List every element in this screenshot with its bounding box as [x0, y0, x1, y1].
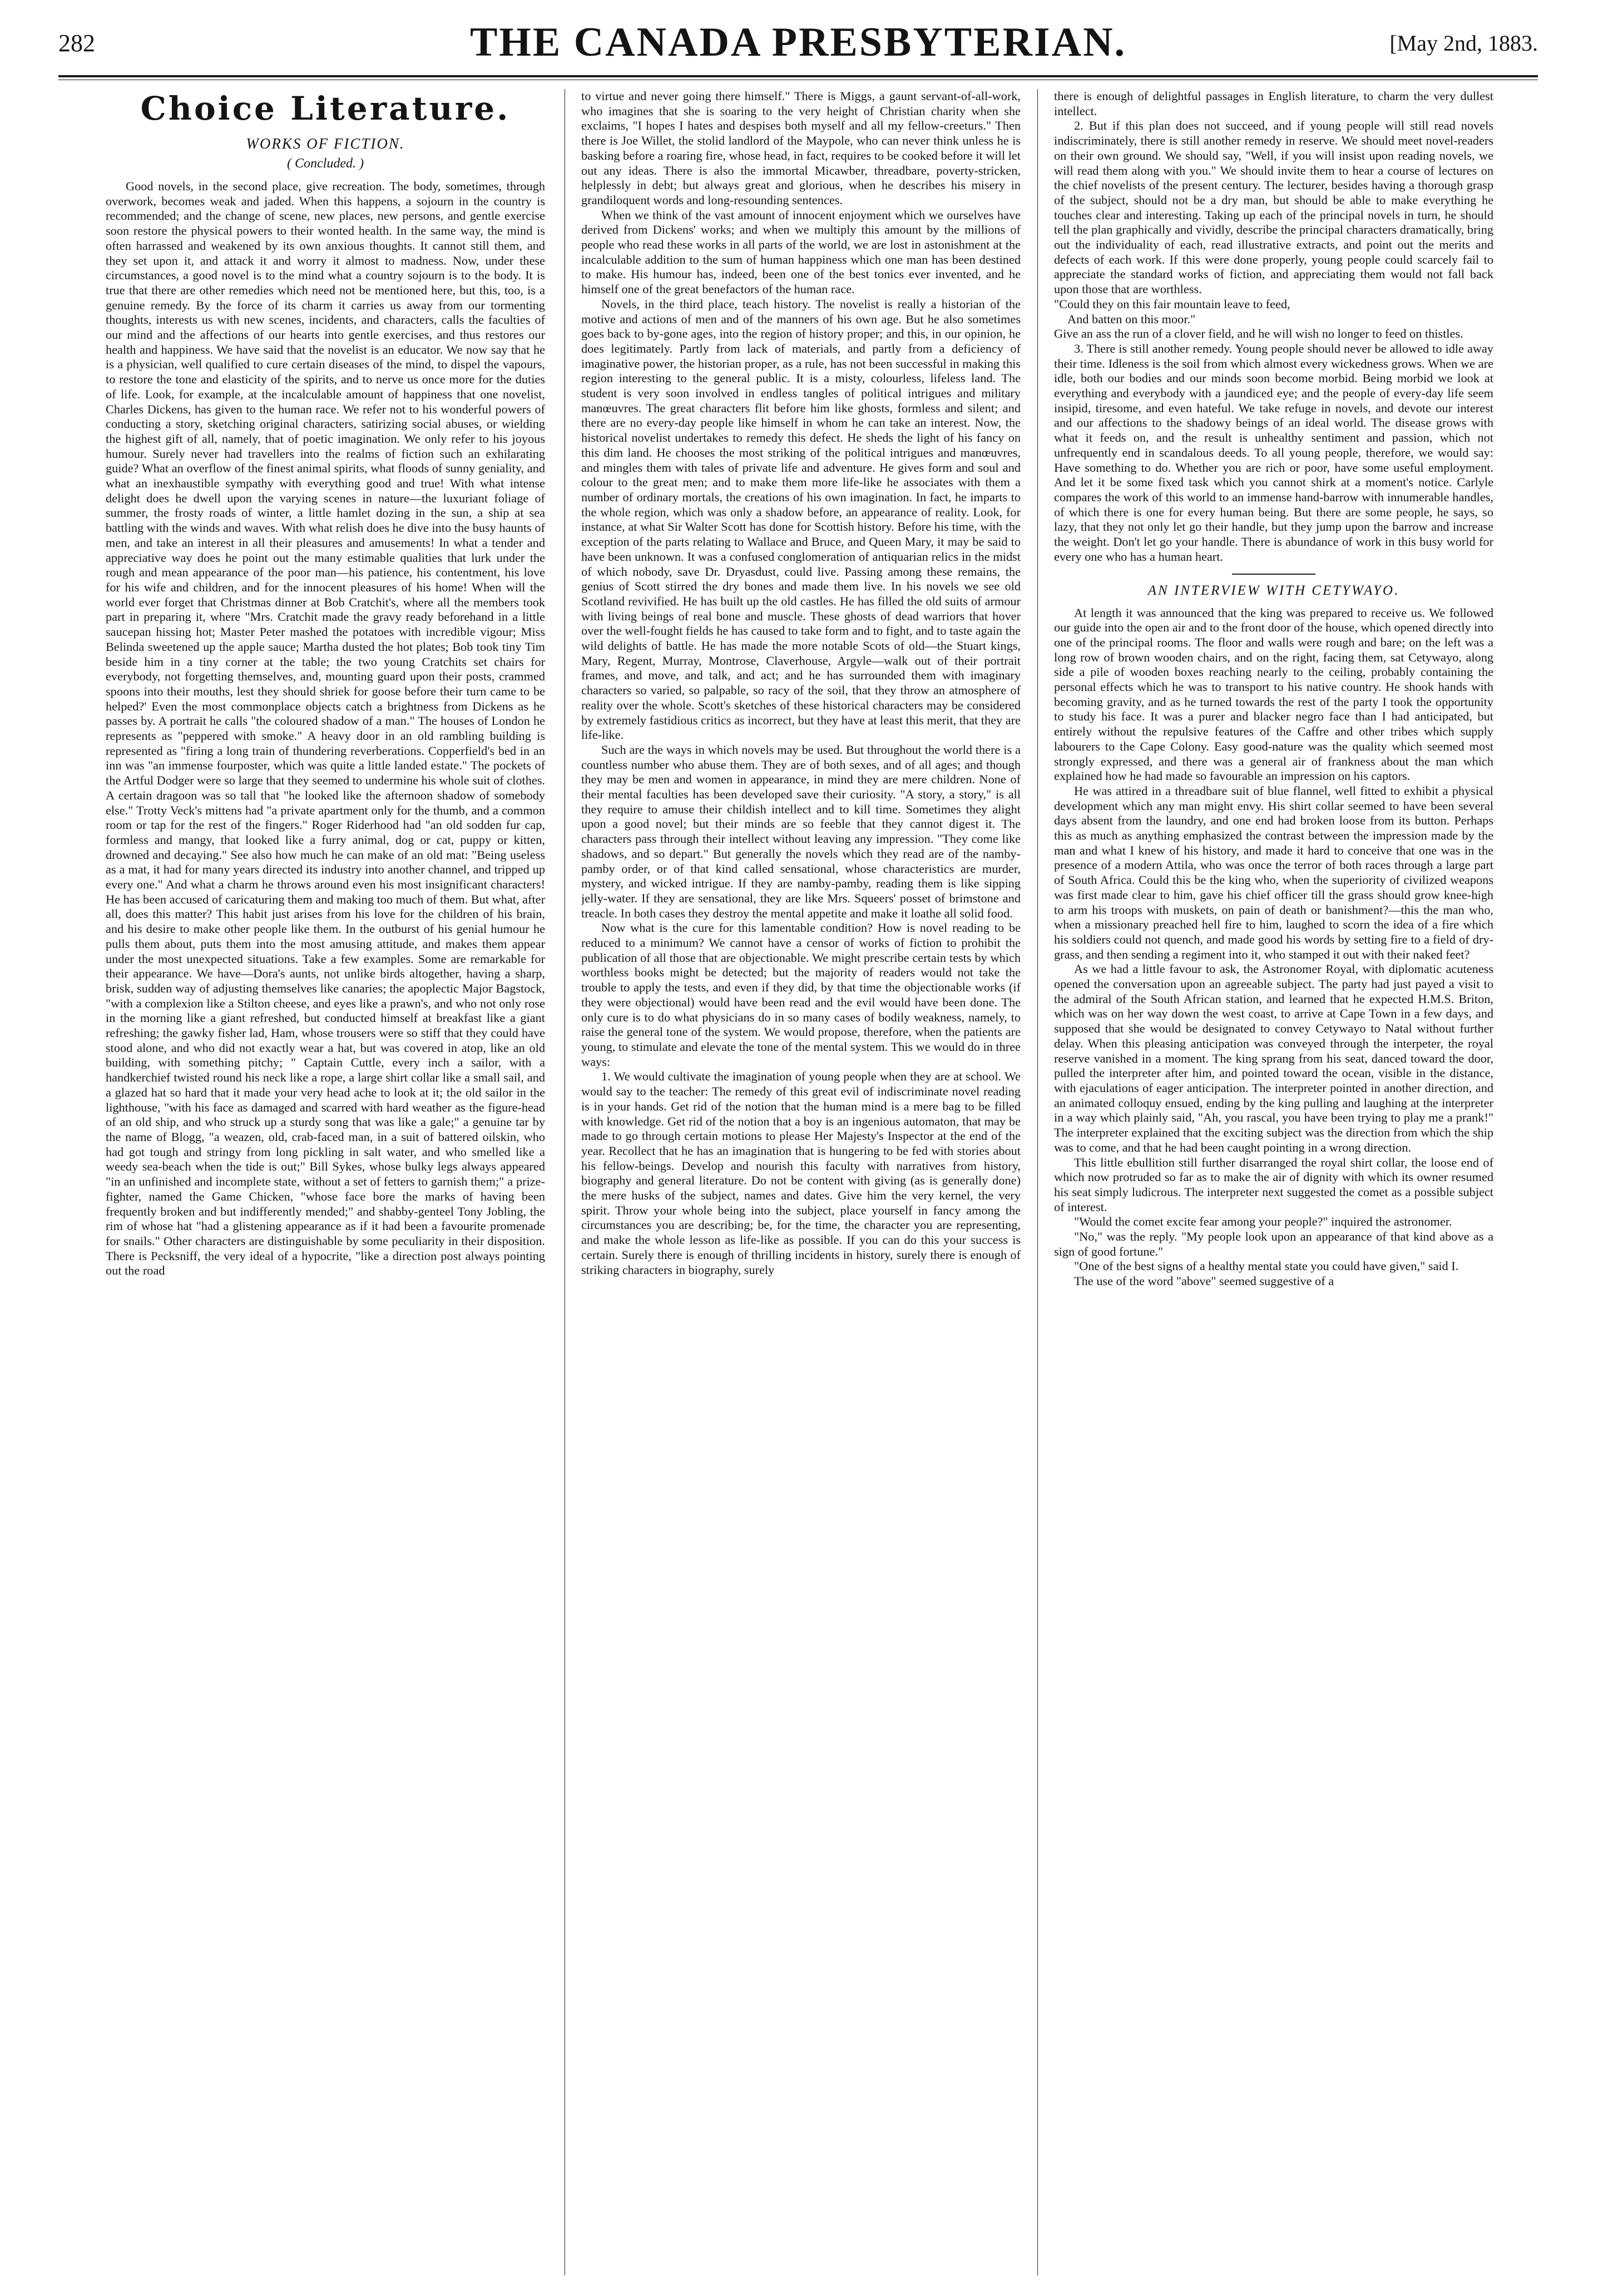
paragraph: Give an ass the run of a clover field, and he will wish no longer to feed on thistles.	[1054, 327, 1463, 341]
paragraph: there is enough of delightful passages in English literature, to charm the very dullest intellect.	[1054, 89, 1493, 118]
paragraph: "Would the comet excite fear among your people?" inquired the astronomer.	[1074, 1214, 1452, 1229]
paragraph: The use of the word "above" seemed suggestive of a	[1074, 1274, 1334, 1288]
page-number: 282	[58, 29, 95, 57]
article-subtitle: ( Concluded. )	[287, 156, 364, 171]
verse-line: And batten on this moor."	[1067, 312, 1196, 326]
column-3	[1054, 89, 1493, 2275]
paragraph: When we think of the vast amount of innocent enjoyment which we ourselves have derived from Dickens' works; and when we multiply this amount by the millions of people who read these works in all parts of the world, we are lost in astonishment at the incalculable addition to the sum of human happiness which one man has been destined to make. His humour has, indeed, been one of the best tonics ever invented, and he himself one of the great benefactors of the human race.	[581, 208, 1021, 297]
paragraph: Such are the ways in which novels may be used. But throughout the world there is a countless number who abuse them. They are of both sexes, and of all ages; and though they may be men and women in appearance, in mind they are mere children. None of their mental faculties has been developed save their curiosity. "A story, a story," is all they require to amuse their childish intellect and to kill time. Sometimes they alight upon a good novel; but their minds are so feeble that they cannot digest it. The characters pass through their intellect without leaving any impression. "They come like shadows, and so depart." But generally the novels which they read are of the namby-pamby order, or of that kind called sensational, whose characteristics are murder, mystery, and wicked intrigue. If they are namby-pamby, reading them is like sipping jelly-water. If they are sensational, they are like Mrs. Squeers' posset of brimstone and treacle. In both cases they destroy the mental appetite and make it loathe all solid food.	[581, 742, 1021, 920]
paragraph: As we had a little favour to ask, the Astronomer Royal, with diplomatic acuteness opened the conversation upon an agreeable subject. The party had just payed a visit to the admiral of the South African station, and learned that he expected H.M.S. Briton, which was on her way down the west coast, to arrive at Cape Town in a few days, and supposed that she would be designated to convey Cetywayo to Natal without further delay. When this pleasing anticipation was conveyed through the interpeter, the royal reserve vanished in a moment. The king sprang from his seat, danced toward the door, pulled the interpreter after him, and pointed toward the ocean, visible in the distance, with ejaculations of eager anticipation. The interpreter pointed in another direction, and an animated colloquy ensued, ending by the king pulling and laughing at the interpreter in a way which plainly said, "Ah, you rascal, you have been trying to play me a prank!" The interpreter explained that the exciting subject was the direction from which the ship was to come, and that he had been caught pointing in a wrong direction.	[1054, 962, 1493, 1154]
column-1	[106, 89, 545, 2275]
paragraph: He was attired in a threadbare suit of blue flannel, well fitted to exhibit a physical development which any man might envy. His shirt collar seemed to have been several days absent from the laundry, and one end had broken loose from its button. Perhaps this as much as anything emphasized the contrast between the impression made by the man and what I knew of his history, and made it hard to conceive that one was in the presence of a modern Attila, who was once the terror of both races through a large part of South Africa. Could this be the king who, when the superiority of civilized weapons was first made clear to him, gave his chief officer till the grass should grow knee-high to arm his troops with muskets, on pain of death or banishment?—this the man who, when a missionary preached hell fire to him, laughed to scorn the idea of a fire which his soldiers could not quench, and made good his words by setting fire to a field of dry-grass, and then sending a regiment into it, who stamped it out with their naked feet?	[1054, 783, 1493, 961]
column-rule	[1037, 89, 1038, 2275]
paragraph: Novels, in the third place, teach history. The novelist is really a historian of the motive and actions of men and of the manners of his own age. But he also sometimes goes back to by-gone ages, into the region of history proper; and this, in our opinion, he does legitimately. Partly from lack of materials, and partly from a deficiency of imaginative power, the historian proper, as a rule, has not been successful in making this region interesting to the general public. It is a misty, colourless, lifeless land. The student is very soon involved in endless tangles of political intrigues and military manœuvres. The great characters flit before him like ghosts, formless and silent; and there are no every-day people like himself in whom he can take an interest. Now, the historical novelist undertakes to remedy this defect. He sheds the light of his fancy on this dim land. He chooses the most striking of the political intrigues and manœuvres, and mingles them with tales of private life and adventure. He gives form and soul and colour to the great men; and to make them more life-like he associates with them a number of ordinary mortals, the creations of his own imagination. In fact, he imparts to the whole region, which was only a shadow before, an appearance of reality. Look, for instance, at what Sir Walter Scott has done for Scottish history. Before his time, with the exception of the parts relating to Wallace and Bruce, and Queen Mary, it may be said to have been unknown. It was a confused conglomeration of antiquarian relics in the midst of which nobody, save Dr. Dryasdust, could live. Passing among these remains, the genius of Scott stirred the dry bones and made them live. In his novels we see old Scotland revivified. He has built up the old castles. He has filled the old suits of armour with living beings of real bone and muscle. These ghosts of dead warriors that hover over the well-fought fields he has caused to take form and to fight, and to taste again the wild delights of battle. He has made the more notable Scots of old—the Stuart kings, Mary, Regent, Murray, Montrose, Claverhouse, Argyle—walk out of their portrait frames, and move, and talk, and act; and he has surrounded them with imaginary characters so varied, so palpable, so racy of the soil, that they throw an atmosphere of reality over the whole. Scott's sketches of these historical characters may be considered by extremely fastidious critics as incorrect, but they have at least this merit, that they are life-like.	[581, 297, 1021, 742]
article-divider	[1232, 574, 1315, 575]
paragraph: At length it was announced that the king was prepared to receive us. We followed our guide into the open air and to the front door of the house, which opened directly into one of the principal rooms. The floor and walls were rough and bare; on the left was a long row of brown wooden chairs, and on the right, facing them, sat Cetywayo, along side a pile of wooden boxes reaching nearly to the ceiling, probably containing the personal effects which he was to transport to his native country. He shook hands with becoming gravity, and as he turned towards the rest of the party I took the opportunity to study his face. It was a purer and blacker negro face than I had anticipated, but entirely without the repulsive features of the Caffre and other tribes which supply labourers to the Cape Colony. Easy good-nature was the quality which seemed most strongly expressed, and there was a general air of frankness about the man which explained how he had made so favourable an impression on his captors.	[1054, 605, 1493, 783]
paragraph: "No," was the reply. "My people look upon an appearance of that kind above as a sign of good fortune."	[1054, 1230, 1493, 1258]
article-title: AN INTERVIEW WITH CETYWAYO.	[1147, 582, 1400, 598]
paragraph: "One of the best signs of a healthy mental state you could have given," said I.	[1074, 1259, 1459, 1273]
article-title: WORKS OF FICTION.	[246, 135, 405, 152]
journal-title: THE CANADA PRESBYTERIAN.	[469, 19, 1127, 65]
masthead	[58, 12, 1538, 73]
paragraph: Now what is the cure for this lamentable condition? How is novel reading to be reduced to a minimum? We cannot have a censor of works of fiction to prohibit the publication of all those that are objectionable. We might prescribe certain tests by which worthless books might be detected; but the majority of readers would not take the trouble to apply the tests, and even if they did, by that time the objectionable works (if they were objectional) would have been read and the evil would have been done. The only cure is to do what physicians do in so many cases of bodily weakness, namely, to raise the general tone of the system. We would propose, therefore, when the patients are young, to stimulate and elevate the tone of the mental system. This we would do in three ways:	[581, 921, 1021, 1069]
paragraph: 2. But if this plan does not succeed, and if young people will still read novels indiscriminately, there is still another remedy in reserve. We should meet novel-readers on their own ground. We should say, "Well, if you will insist upon reading novels, we will read them along with you." We should invite them to hear a course of lectures on the chief novelists of the present century. The lecturer, besides having a thorough grasp of the subject, should not be a dry man, but should be able to make everything he touches clear and interesting. Taking up each of the principal novels in turn, he should tell the plan graphically and vividly, describe the principal characters dramatically, bring out the individuality of each, read illustrative extracts, and point out the merits and defects of each work. If this were done properly, young people could scarcely fail to appreciate the standard works of fiction, and appreciating them would not fall back upon those that are worthless.	[1054, 118, 1493, 297]
paragraph: This little ebullition still further disarranged the royal shirt collar, the loose end of which now protruded so far as to make the air of dignity with which its owner resumed his seat simply ludicrous. The interpreter next suggested the comet as a possible subject of interest.	[1054, 1155, 1493, 1214]
verse-quote	[1054, 297, 1493, 327]
issue-date: [May 2nd, 1883.	[1389, 31, 1538, 56]
section-heading: Choice Literature.	[140, 90, 511, 127]
paragraph: 3. There is still another remedy. Young people should never be allowed to idle away their time. Idleness is the soil from which almost every wickedness grows. When we are idle, both our bodies and our minds soon become morbid. Being morbid we look at everything and everybody with a jaundiced eye; and the people of every-day life seem insipid, tiresome, and even hateful. We take refuge in novels, and devote our interest and our affections to the shadowy beings of an ideal world. The disease grows with what it feeds on, and the result is unhealthy sentiment and passion, which not unfrequently end in scandalous deeds. To all young people, therefore, we would say: Have something to do. Whether you are rich or poor, have some useful employment. And let it be some fixed task which you cannot shirk at a moment's notice. Carlyle compares the work of this world to an immense hand-barrow with innumerable handles, of which there is one for every human being. But there are some people, he says, so lazy, that they not only let go their handle, but they jump upon the barrow and increase the weight. Don't let go your handle. There is abundance of work in this busy world for every one who has a human heart.	[1054, 341, 1493, 564]
paragraph: to virtue and never going there himself." There is Miggs, a gaunt servant-of-all-work, who imagines that she is soaring to the very height of Christian charity when she exclaims, "I hopes I hates and despises both myself and all my fellow-creeturs." Then there is Joe Willet, the stolid landlord of the Maypole, who can never think unless he is basking before a roaring fire, whose head, in fact, requires to be cooked before it will let out any ideas. There is also the immortal Micawber, threadbare, poverty-stricken, helplessly in debt; but always great and glorious, when he describes his misery in grandiloquent words and long-resounding sentences.	[581, 89, 1021, 207]
column-2	[581, 89, 1021, 2275]
paragraph: Good novels, in the second place, give recreation. The body, sometimes, through overwork, becomes weak and jaded. When this happens, a sojourn in the country is recommended; and the change of scene, new places, new persons, and gentle exercise soon restore the physical powers to their wonted health. In the same way, the mind is often harrassed and weakened by its own anxious thoughts. It cannot still them, and they set upon it, and attack it and worry it almost to madness. Now, under these circumstances, a good novel is to the mind what a country sojourn is to the body. It is true that there are other remedies which need not be mentioned here, but this, too, is a genuine remedy. By the force of its charm it carries us away from our tormenting thoughts, interests us with new scenes, incidents, and characters, calls the faculties of our mind and the affections of our hearts into gentle exercises, and thus restores our health and happiness. We have said that the novelist is an educator. We now say that he is a physician, well qualified to cure certain diseases of the mind, to dispel the vapours, to restore the tone and elasticity of the spirits, and to nerve us once more for the duties of life. Look, for example, at the incalculable amount of happiness that one novelist, Charles Dickens, has given to the human race. We refer not to his wonderful powers of conducting a story, sketching original characters, satirizing social abuses, or wielding the highest gift of all, namely, that of poetic imagination. We only refer to his joyous humour. Surely never had travellers into the realms of fiction such an exhilarating guide? What an overflow of the finest animal spirits, what floods of sunny geniality, and what an inexhaustible sympathy with everything good and true! With what intense delight does he dwell upon the varying scenes in nature—the luxuriant foliage of summer, the frosty roads of winter, a little hamlet dozing in the sun, a ship at sea battling with the winds and waves. With what relish does he dive into the busy haunts of men, and take an interest in all their pleasures and amusements! In what a tender and appreciative way does he point out the many estimable qualities that lurk under the rough and mean appearance of the poor man—his patience, his contentment, his love for his wife and children, and for the innocent pleasures of his home! When will the world ever forget that Christmas dinner at Bob Cratchit's, where all the members took part in preparing it, where "Mrs. Cratchit made the gravy ready beforehand in a little saucepan hissing hot; Master Peter mashed the potatoes with incredible vigour; Miss Belinda sweetened up the apple sauce; Martha dusted the hot plates; Bob took tiny Tim beside him in a tiny corner at the table; the two young Cratchits set chairs for everybody, not forgetting themselves, and, mounting guard upon their posts, crammed spoons into their mouths, lest they should shriek for goose before their turn came to be helped?' Even the most commonplace objects catch a brightness from Dickens as he passes by. A portrait he calls "the coloured shadow of a man." The houses of London he represents as "peppered with smoke." A heavy door in an old rambling building is represented as "firing a long train of thundering reverberations. Copperfield's bed in an inn was "an immense fourposter, which was quite a little landed estate." The pockets of the Artful Dodger were so large that they seemed to undermine his whole suit of clothes. A certain dragoon was so tall that "he looked like the afternoon shadow of somebody else." Trotty Veck's mittens had "a private apartment only for the thumb, and a common room or tap for the rest of the fingers." Roger Riderhood had "an old sodden fur cap, formless and mangy, that looked like a furry animal, dog or cat, puppy or kitten, drowned and decaying." See also how much he can make of an old mat: "Being useless as a mat, it had for many years directed its industry into another channel, and tripped up every one." And what a charm he throws around even his most insignificant characters! He has been accused of caricaturing them and making too much of them. But what, after all, does this matter? This habit just arises from his love for the children of his brain, and his desire to make other people like them. In the outburst of his genial humour he pulls them about, puts them into the most amusing attitude, and makes them appear under the most unexpected situations. Take a few examples. Some are remarkable for their appearance. We have—Dora's aunts, not unlike birds altogether, having a sharp, brisk, sudden way of adjusting themselves like canaries; the apoplectic Major Bagstock, "with a complexion like a Stilton cheese, and eyes like a prawn's, and who not only rose in the morning like a giant refreshed, but conducted himself at breakfast like a giant refreshing; the gawky fisher lad, Ham, whose trousers were so stiff that they could have stood alone, and who did not exactly wear a hat, but was covered in atop, like an old building, with something pitchy; " Captain Cuttle, every inch a sailor, with a handkerchief twisted round his neck like a rope, a large shirt collar like a small sail, and a glazed hat so hard that it made your very head ache to look at it; the old sailor in the lighthouse, "with his face as damaged and scarred with hard weather as the figure-head of an old ship, and who struck up a sturdy song that was like a gale;" a genuine tar by the name of Blogg, "a weazen, old, crab-faced man, in a suit of battered oilskin, who had got tough and stringy from long pickling in salt water, and who smelled like a weedy sea-beach when the tide is out;" Bill Sykes, whose bulky legs always appeared "in an unfinished and incomplete state, without a set of fetters to garnish them;" a prize-fighter, named the Game Chicken, "whose face bore the marks of having been frequently broken and but indifferently mended;" and shabby-genteel Tony Jobling, the rim of whose hat "had a glistening appearance as if it had been a favourite promenade for snails." Other characters are distinguishable by some peculiarity in their disposition. There is Pecksniff, the very ideal of a hypocrite, "like a direction post always pointing out the road	[106, 179, 545, 1278]
masthead-rule	[58, 75, 1538, 77]
paragraph: 1. We would cultivate the imagination of young people when they are at school. We would say to the teacher: The remedy of this great evil of indiscriminate novel reading is in your hands. Get rid of the notion that the human mind is a mere bag to be filled with knowledge. Get rid of the notion that a boy is an ingenious automaton, that may be made to go through certain motions to please Her Majesty's Inspector at the end of the year. Recollect that he has an imagination that is hungering to be fed with stories about his fellow-beings. Develop and nourish this faculty with narratives from history, biography and general literature. Do not be content with giving (as is generally done) the mere husks of the subject, names and dates. Give him the very kernel, the very spirit. Throw your whole being into the subject, place yourself in fancy among the circumstances you are describing; be, for the time, the character you are representing, and make the whole lesson as life-like as possible. If you can do this your success is certain. Surely there is enough of thrilling incidents in history, surely there is enough of striking characters in biography, surely	[581, 1069, 1021, 1277]
verse-line: "Could they on this fair mountain leave to feed,	[1054, 297, 1290, 311]
